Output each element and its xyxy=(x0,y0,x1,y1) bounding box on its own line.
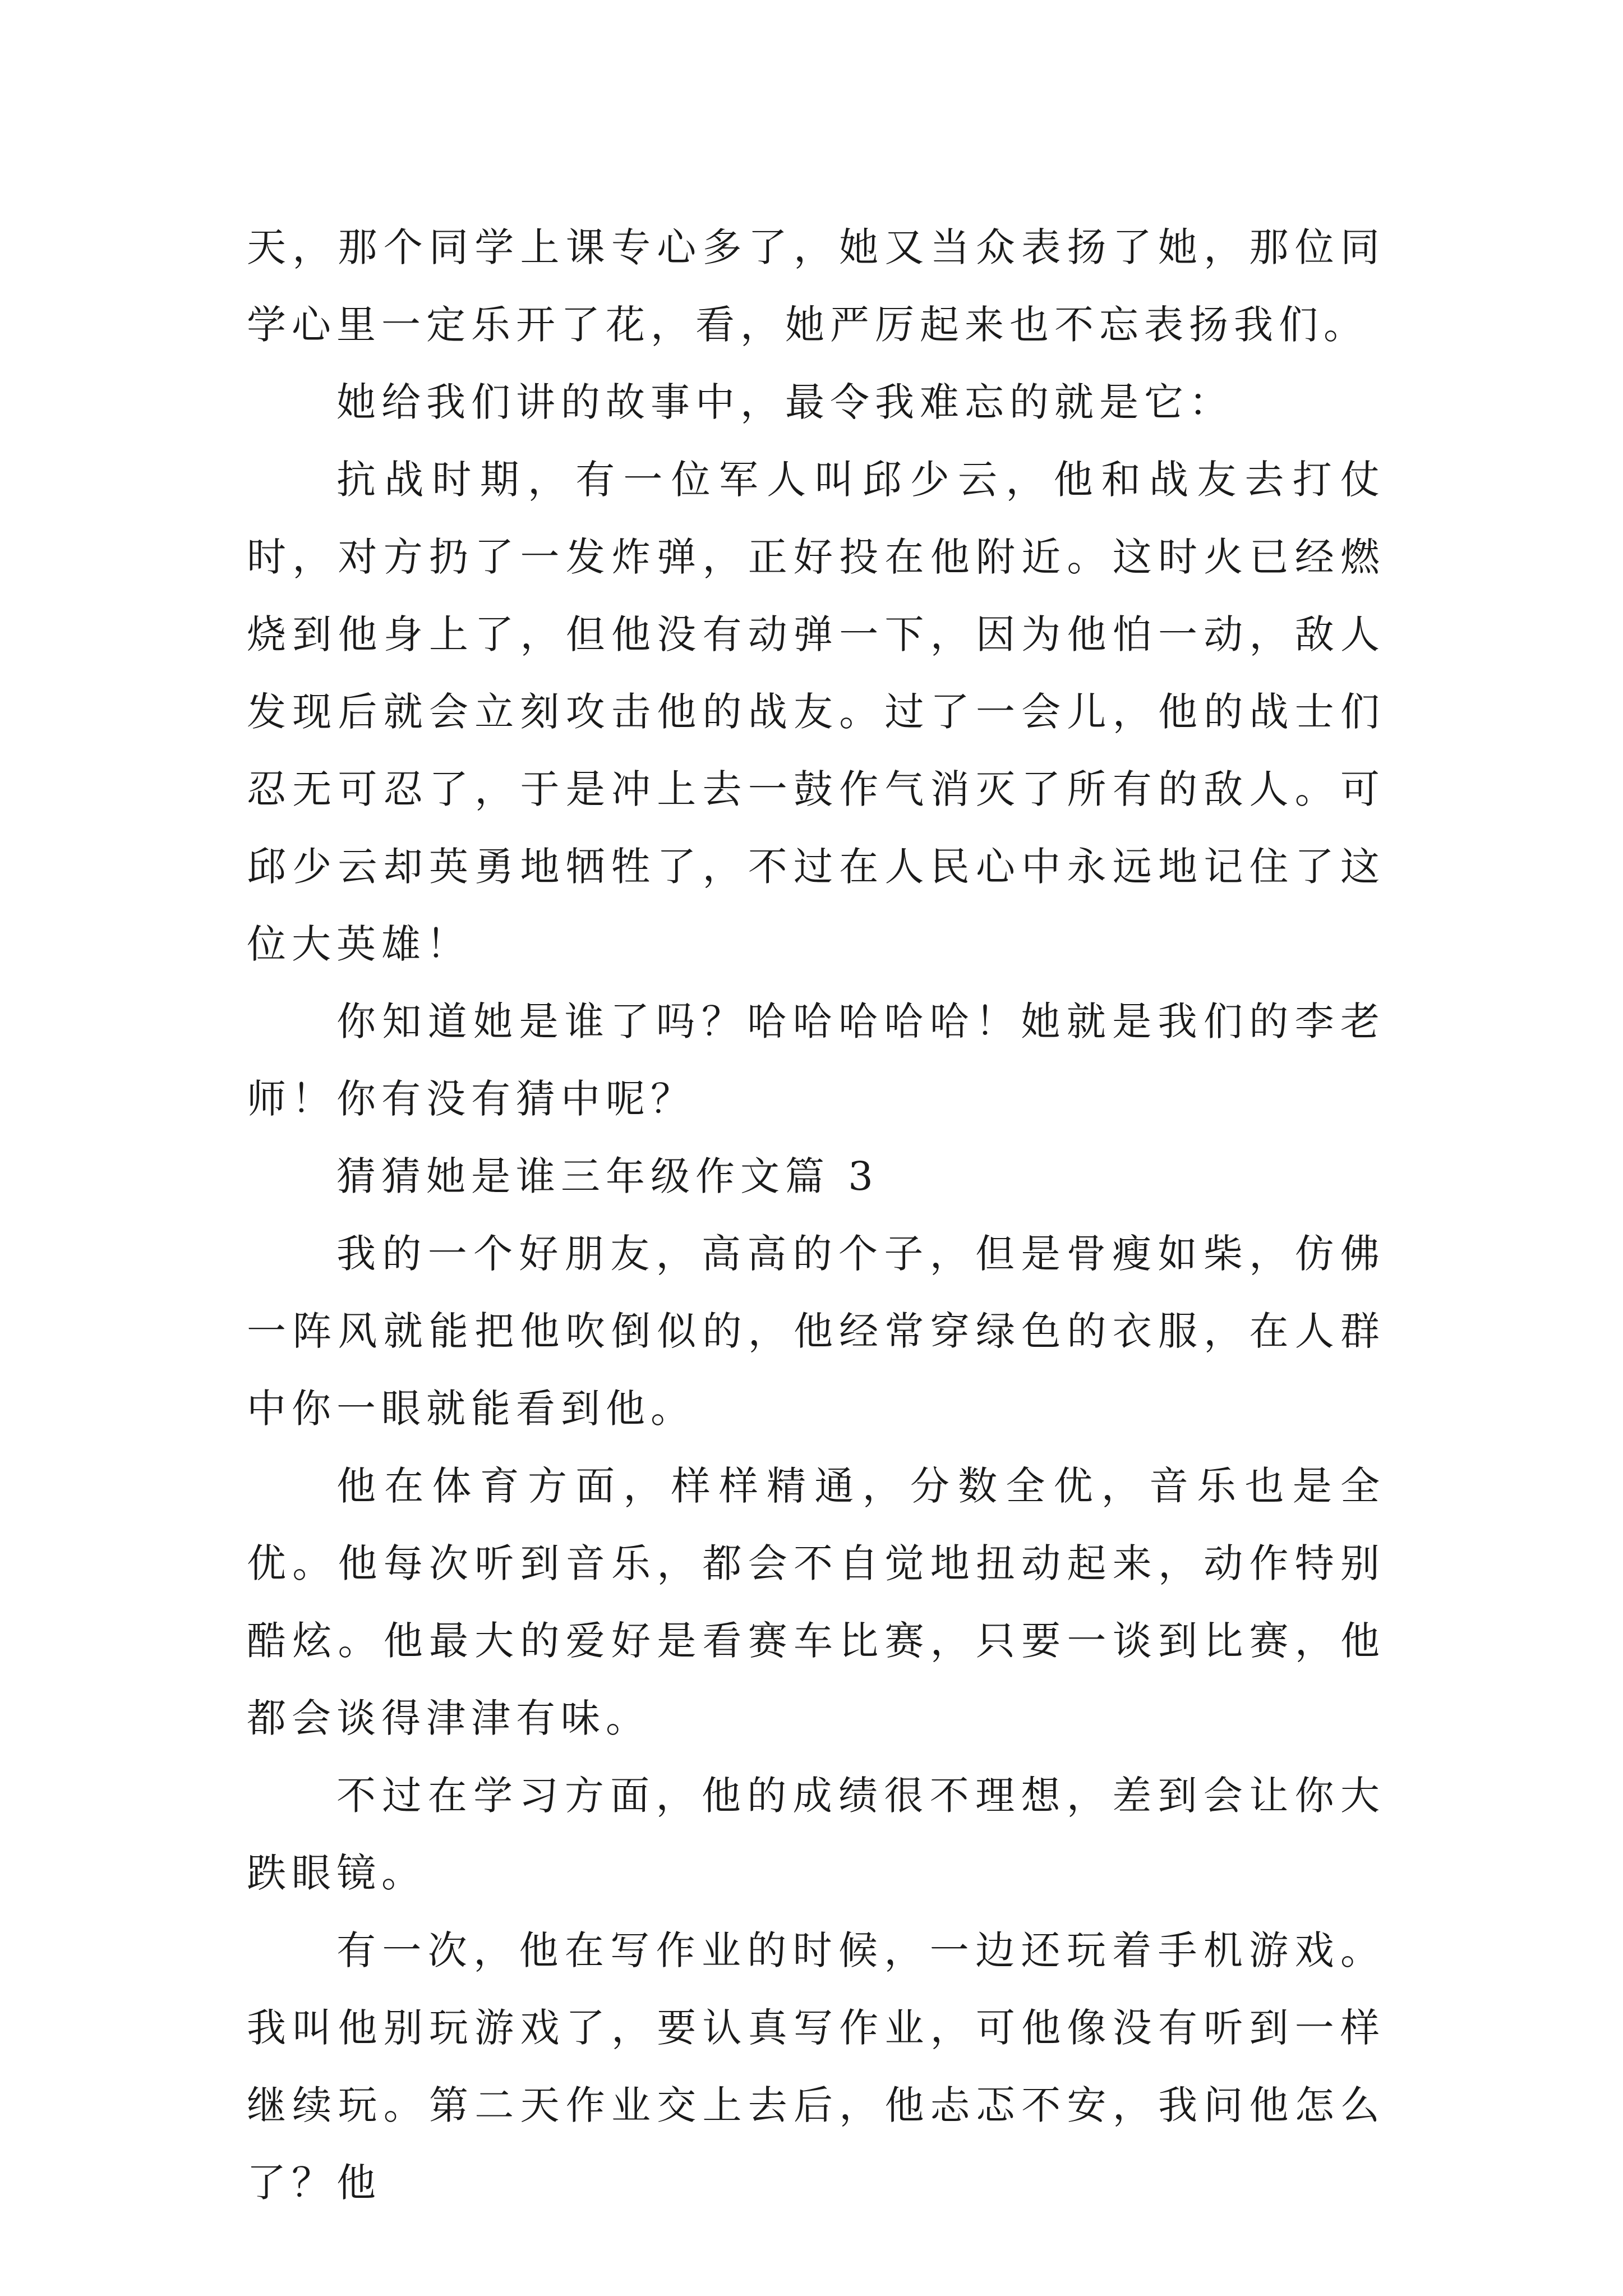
paragraph: 她给我们讲的故事中，最令我难忘的就是它： xyxy=(336,379,1234,425)
paragraph: 不过在学习方面，他的成绩很不理想，差到会让你大跌眼镜。 xyxy=(247,1773,1385,1896)
section-heading: 猜猜她是谁三年级作文篇 3 xyxy=(336,1153,879,1199)
paragraph: 天，那个同学上课专心多了，她又当众表扬了她，那位同学心里一定乐开了花，看，她严厉起来也不忘表扬我们。 xyxy=(247,224,1385,348)
paragraph: 有一次，他在写作业的时候，一边还玩着手机游戏。我叫他别玩游戏了，要认真写作业，可他像没有听到一样继续玩。第二天作业交上去后，他忐忑不安，我问他怎么了？他 xyxy=(247,1927,1385,2206)
document-body xyxy=(247,209,1385,2221)
paragraph: 你知道她是谁了吗？哈哈哈哈哈！她就是我们的李老师！你有没有猜中呢？ xyxy=(247,999,1385,1122)
paragraph: 他在体育方面，样样精通，分数全优，音乐也是全优。他每次听到音乐，都会不自觉地扭动起来，动作特别酷炫。他最大的爱好是看赛车比赛，只要一谈到比赛，他都会谈得津津有味。 xyxy=(247,1463,1385,1741)
paragraph: 我的一个好朋友，高高的个子，但是骨瘦如柴，仿佛一阵风就能把他吹倒似的，他经常穿绿色的衣服，在人群中你一眼就能看到他。 xyxy=(247,1231,1385,1432)
paragraph: 抗战时期，有一位军人叫邱少云，他和战友去打仗时，对方扔了一发炸弹，正好投在他附近。这时火已经燃烧到他身上了，但他没有动弹一下，因为他怕一动，敌人发现后就会立刻攻击他的战友。过了一会儿，他的战士们忍无可忍了，于是冲上去一鼓作气消灭了所有的敌人。可邱少云却英勇地牺牲了，不过在人民心中永远地记住了这位大英雄！ xyxy=(247,457,1385,967)
